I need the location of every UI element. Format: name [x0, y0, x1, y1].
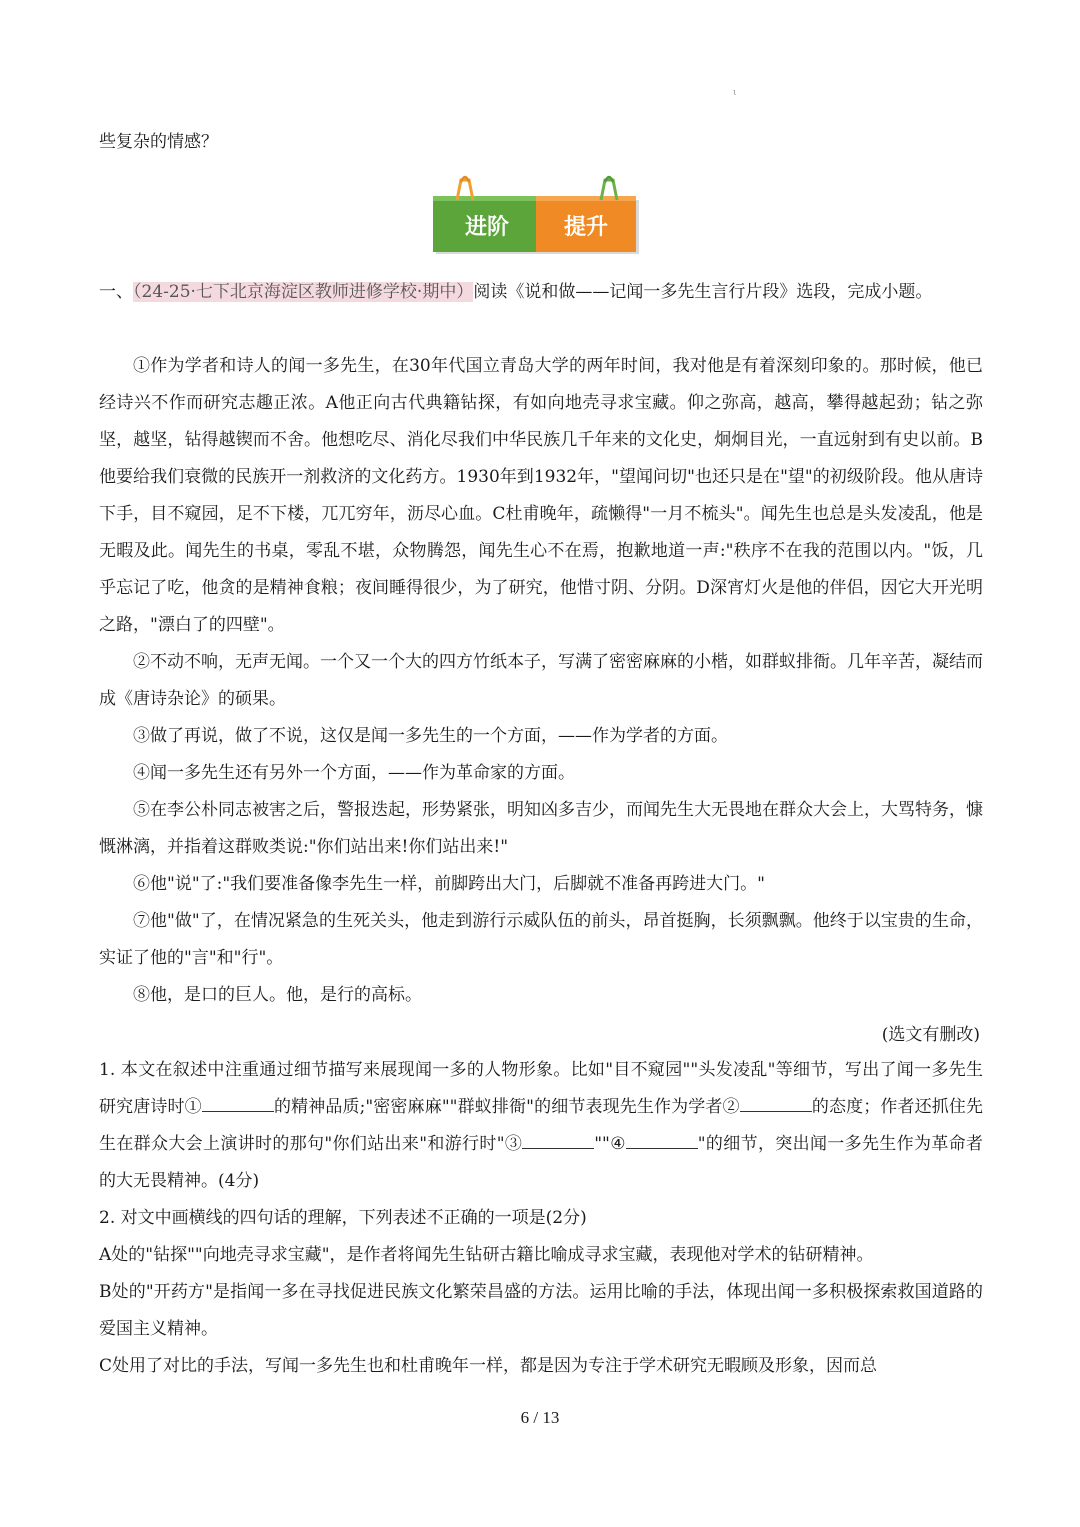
q1-part-a: 1. 本文在叙述中注重通过细节描写来展现闻一多的人物形象。比如"目不窥园""头发凌乱"等细节，写出了闻一多先生研究唐诗时① — [99, 1060, 983, 1117]
question-text: 阅读《说和做——记闻一多先生言行片段》选段，完成小题。 — [473, 282, 933, 302]
source-note: (选文有删改) — [881, 1025, 980, 1045]
q1-part-d: ""④ — [594, 1134, 626, 1154]
question-source-tag: （24-25·七下北京海淀区教师进修学校·期中） — [133, 282, 474, 302]
page-number: 6 / 13 — [520, 1408, 560, 1427]
paragraph-1: ①作为学者和诗人的闻一多先生，在30年代国立青岛大学的两年时间，我对他是有着深刻印象的。那时候，他已经诗兴不作而研究志趣正浓。A他正向古代典籍钻探，有如向地壳寻求宝藏。仰之弥高，越高，攀得越起劲；钻之弥坚，越坚，钻得越锲而不舍。他想吃尽、消化尽我们中华民族几千年来的文化史，炯炯目光，一直远射到有史以前。B他要给我们衰微的民族开一剂救济的文化药方。1930年到1932年，"望闻问切"也还只是在"望"的初级阶段。他从唐诗下手，目不窥园，足不下楼，兀兀穷年，沥尽心血。C杜甫晚年，疏懒得"一月不梳头"。闻先生也总是头发凌乱，他是无暇及此。闻先生的书桌，零乱不堪，众物腾怨，闻先生心不在焉，抱歉地道一声:"秩序不在我的范围以内。"饭，几乎忘记了吃，他贪的是精神食粮；夜间睡得很少，为了研究，他惜寸阴、分阴。D深宵灯火是他的伴侣，因它大开光明之路，"漂白了的四壁"。 — [99, 356, 983, 635]
answer-blank-3[interactable] — [522, 1130, 594, 1149]
section-banner — [433, 170, 639, 254]
q1-part-c: 的态度；作者还抓住先生在群众大会上演讲时的那句"你们站出来"和游行时"③ — [99, 1097, 984, 1154]
answer-blank-2[interactable] — [740, 1093, 812, 1112]
q1-part-e: "的细节，突出闻一多先生作为革命者的大无畏精神。(4分) — [99, 1134, 983, 1191]
banner-left-label: 进阶 — [464, 215, 510, 240]
banner-green-top — [433, 196, 536, 201]
answer-blank-4[interactable] — [626, 1130, 698, 1149]
banner-right-label: 提升 — [563, 215, 609, 240]
option-b: B处的"开药方"是指闻一多在寻找促进民族文化繁荣昌盛的方法。运用比喻的手法，体现出闻一多积极探索救国道路的爱国主义精神。 — [99, 1282, 983, 1339]
banner-orange-top — [536, 196, 636, 201]
question-prefix: 一、 — [99, 282, 133, 302]
page-mark: ι — [733, 88, 737, 98]
question-intro — [99, 274, 983, 311]
question-2-stem: 2. 对文中画横线的四句话的理解，下列表述不正确的一项是(2分) — [99, 1208, 587, 1228]
paragraph-5: ⑤在李公朴同志被害之后，警报迭起，形势紧张，明知凶多吉少，而闻先生大无畏地在群众大会上，大骂特务，慷慨淋漓，并指着这群败类说:"你们站出来!你们站出来!" — [99, 800, 983, 857]
option-c: C处用了对比的手法，写闻一多先生也和杜甫晚年一样，都是因为专注于学术研究无暇顾及形象，因而总 — [99, 1356, 878, 1376]
paragraph-3: ③做了再说，做了不说，这仅是闻一多先生的一个方面，——作为学者的方面。 — [133, 726, 728, 746]
paragraph-6: ⑥他"说"了:"我们要准备像李先生一样，前脚跨出大门，后脚就不准备再跨进大门。" — [133, 874, 766, 894]
paragraph-4: ④闻一多先生还有另外一个方面，——作为革命家的方面。 — [133, 763, 575, 783]
q1-part-b: 的精神品质;"密密麻麻""群蚁排衙"的细节表现先生作为学者② — [273, 1097, 740, 1117]
paragraph-7: ⑦他"做"了，在情况紧急的生死关头，他走到游行示威队伍的前头，昂首挺胸，长须飘飘。他终于以宝贵的生命，实证了他的"言"和"行"。 — [99, 911, 983, 968]
top-line: 些复杂的情感？ — [99, 132, 218, 152]
option-a: A处的"钻探""向地壳寻求宝藏"，是作者将闻先生钻研古籍比喻成寻求宝藏，表现他对学术的钻研精神。 — [99, 1245, 874, 1265]
paragraph-8: ⑧他，是口的巨人。他，是行的高标。 — [133, 985, 422, 1005]
paragraph-2: ②不动不响，无声无闻。一个又一个大的四方竹纸本子，写满了密密麻麻的小楷，如群蚁排衙。几年辛苦，凝结而成《唐诗杂论》的硕果。 — [99, 652, 983, 709]
question-1 — [99, 1052, 983, 1200]
answer-blank-1[interactable] — [202, 1093, 274, 1112]
